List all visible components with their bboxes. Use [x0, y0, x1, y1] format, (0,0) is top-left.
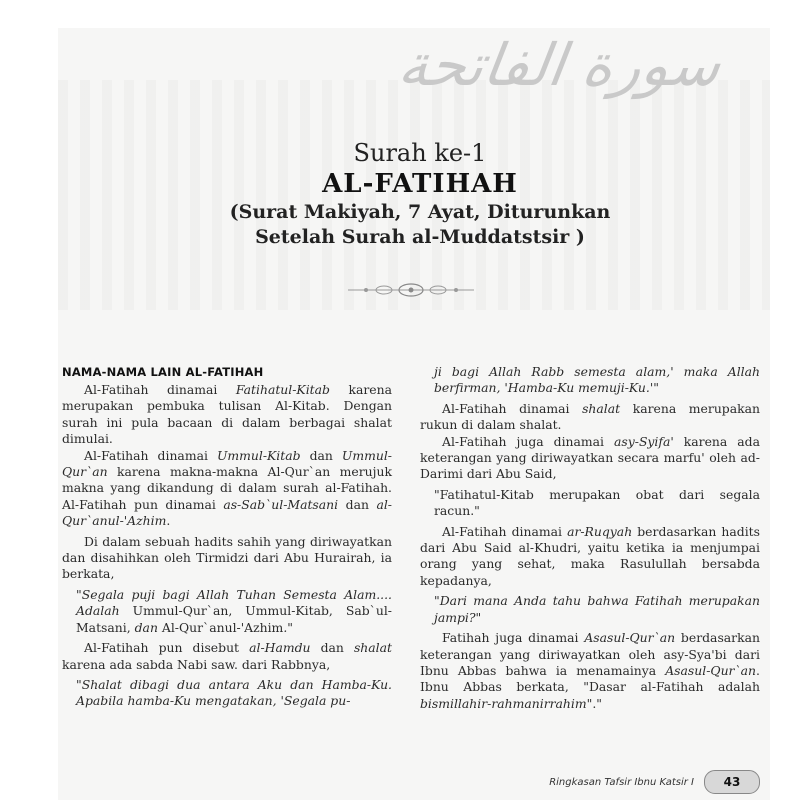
quote: "Shalat dibagi dua antara Aku dan Hamba-Ku. Apabila hamba-Ku mengatakan, 'Segala pu-: [76, 676, 392, 709]
surah-description-line1: (Surat Makiyah, 7 Ayat, Diturunkan: [229, 201, 611, 223]
paragraph: Al-Fatihah dinamai shalat karena merupakan rukun di dalam shalat.: [420, 400, 760, 433]
surah-name: AL-FATIHAH: [322, 169, 518, 199]
page-number: 43: [704, 770, 760, 794]
surah-heading: [100, 138, 740, 250]
page-footer: [549, 771, 760, 793]
paragraph: Di dalam sebuah hadits sahih yang diriwayatkan dan disahihkan oleh Tirmidzi dari Abu Hurairah, ia berkata,: [62, 533, 392, 582]
surah-number: Surah ke-1: [353, 139, 487, 167]
paragraph: Al-Fatihah dinamai Fatihatul-Kitab karena merupakan pembuka tulisan Al-Kitab. Dengan surah ini pula bacaan di dalam berbagai shalat dimulai.: [62, 382, 392, 447]
paragraph: Al-Fatihah juga dinamai asy-Syifa' karena ada keterangan yang diriwayatkan secara marfu' oleh ad-Darimi dari Abu Said,: [420, 433, 760, 482]
arabic-surah-title: سورة الفاتحة: [394, 31, 725, 99]
quote: "Dari mana Anda tahu bahwa Fatihah merupakan jampi?": [434, 593, 760, 625]
quote: ji bagi Allah Rabb semesta alam,' maka Allah berfirman, 'Hamba-Ku memuji-Ku.'": [434, 364, 760, 396]
paragraph: Fatihah juga dinamai Asasul-Qur`an berdasarkan keterangan yang diriwayatkan oleh asy-Sya'bi dari Ibnu Abbas bahwa ia menamainya Asasul-Qur`an. Ibnu Abbas berkata, "Dasar al-Fatihah adalah bismillahir-rahmanirrahim".": [420, 630, 760, 711]
section-heading: NAMA-NAMA LAIN AL-FATIHAH: [62, 365, 264, 379]
quote: "Segala puji bagi Allah Tuhan Semesta Alam.... Adalah Ummul-Qur`an, Ummul-Kitab, Sab`ul-Matsani, dan Al-Qur`anul-'Azhim.": [76, 586, 392, 635]
ornament-divider-icon: [346, 281, 476, 299]
quote: "Fatihatul-Kitab merupakan obat dari segala racun.": [434, 486, 760, 519]
surah-description-line2: Setelah Surah al-Muddatstsir ): [255, 226, 585, 248]
right-column: [420, 364, 760, 712]
paragraph: Al-Fatihah dinamai Ummul-Kitab dan Ummul-Qur`an karena makna-makna Al-Qur`an merujuk makna yang dikandung di dalam surah al-Fatihah. Al-Fatihah pun dinamai as-Sab`ul-Matsani dan al-Qur`anul-'Azhim.: [62, 447, 392, 529]
paragraph: Al-Fatihah dinamai ar-Ruqyah berdasarkan hadits dari Abu Said al-Khudri, yaitu ketika ia menjumpai orang yang sehat, maka Rasulullah bersabda kepadanya,: [420, 523, 760, 588]
paragraph: Al-Fatihah pun disebut al-Hamdu dan shalat karena ada sabda Nabi saw. dari Rabbnya,: [62, 640, 392, 672]
left-column: [62, 364, 392, 714]
footer-book-title: Ringkasan Tafsir Ibnu Katsir I: [549, 776, 694, 788]
